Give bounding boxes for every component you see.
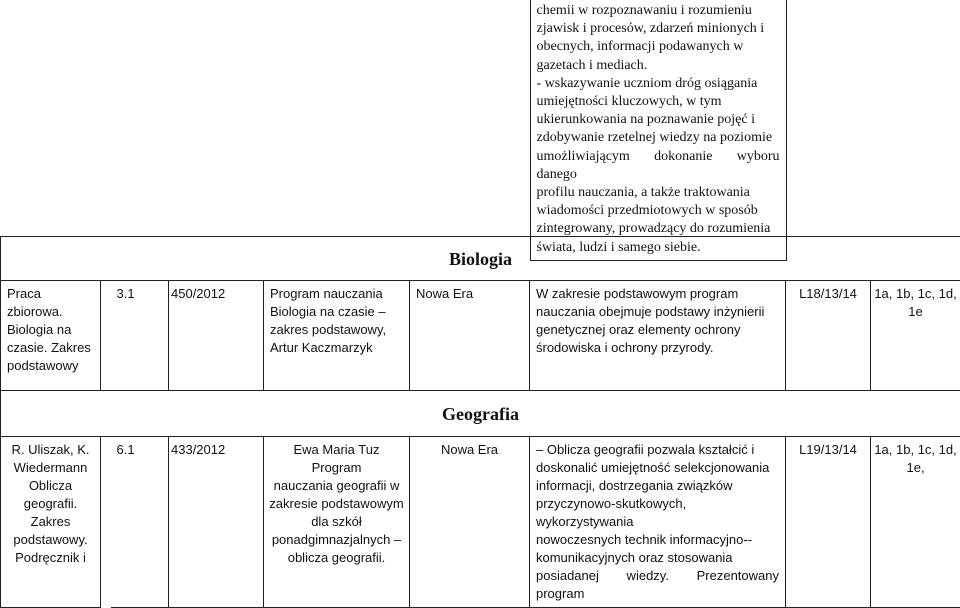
objectives-line: zdobywanie rzetelnej wiedzy na poziomie [537,129,780,147]
objectives-line: umożliwiającym dokonanie wyboru danego [537,148,780,184]
geografia-table [0,390,960,608]
textbook-line: Zakres [3,513,98,531]
description-line: nowoczesnych technik informacyjno-- [536,531,779,549]
program-line: ponadgimnazjalnych – [268,531,405,549]
description-line: środowiska i ochrony przyrody. [536,339,779,357]
program-line: oblicza geografii. [268,549,405,567]
objectives-line: ukierunkowania na poznawanie pojęć i [537,111,780,129]
objectives-line: - wskazywanie uczniom dróg osiągania [537,75,780,93]
textbook-line: R. Uliszak, K. [3,441,98,459]
spacer-cell [101,437,111,608]
number-cell: 3.1 [111,281,169,391]
objectives-line: zjawisk i procesów, zdarzeń minionych i [537,20,780,38]
description-cell [530,437,786,608]
objectives-cell [530,0,786,260]
classes-line: 1a, 1b, 1c, 1d, [873,441,958,459]
objectives-line: umiejętności kluczowych, w tym [537,93,780,111]
program-line: Program nauczania [270,285,403,303]
program-line: Artur Kaczmarzyk [270,339,403,357]
classes-cell [871,281,960,391]
biologia-table [0,236,960,391]
program-cell [264,281,410,391]
textbook-line: Praca [7,285,94,303]
textbook-cell [1,281,101,391]
textbook-line: podstawowy [7,357,94,375]
program-line: zakres podstawowy, [270,321,403,339]
program-line: nauczania geografii w [268,477,405,495]
description-cell [530,281,786,391]
description-line: przyczynowo-skutkowych, wykorzystywania [536,495,779,531]
approval-code-cell: L18/13/14 [786,281,871,391]
description-line: informacji, dostrzegania związków [536,477,779,495]
publisher-cell: Nowa Era [410,281,530,391]
description-line: komunikacyjnych oraz stosowania [536,549,779,567]
textbook-line: Oblicza [3,477,98,495]
program-line: Ewa Maria Tuz Program [268,441,405,477]
top-continuation-table [0,0,960,261]
spacer-cell [101,281,111,391]
objectives-line: świata, ludzi i samego siebie. [537,239,780,257]
objectives-line: profilu nauczania, a także traktowania [537,184,780,202]
objectives-line: chemii w rozpoznawaniu i rozumieniu [537,2,780,20]
description-line: posiadanej wiedzy. Prezentowany program [536,567,779,603]
textbook-line: czasie. Zakres [7,339,94,357]
textbook-line: Podręcznik i [3,549,98,567]
empty-area [786,0,960,260]
empty-area [0,0,530,260]
classes-line: 1e [873,303,958,321]
description-line: – Oblicza geografii pozwala kształcić i [536,441,779,459]
classes-cell [871,437,960,608]
approval-code-cell: L19/13/14 [786,437,871,608]
objectives-line: gazetach i mediach. [537,57,780,75]
textbook-line: Wiedermann [3,459,98,477]
section-heading-geografia: Geografia [1,391,960,437]
description-line: W zakresie podstawowym program [536,285,779,303]
classes-line: 1e, [873,459,958,477]
textbook-line: geografii. [3,495,98,513]
description-line: genetycznej oraz elementy ochrony [536,321,779,339]
program-line: zakresie podstawowym [268,495,405,513]
program-number-cell: 450/2012 [169,281,264,391]
number-cell: 6.1 [111,437,169,608]
objectives-line: zintegrowany, prowadzący do rozumienia [537,220,780,238]
description-line: nauczania obejmuje podstawy inżynierii [536,303,779,321]
objectives-line: obecnych, informacji podawanych w [537,38,780,56]
section-heading-biologia: Biologia [1,237,960,281]
program-number-cell: 433/2012 [169,437,264,608]
description-line: doskonalić umiejętność selekcjonowania [536,459,779,477]
classes-line: 1a, 1b, 1c, 1d, [873,285,958,303]
objectives-line: wiadomości przedmiotowych w sposób [537,202,780,220]
textbook-cell [1,437,101,608]
textbook-line: Biologia na [7,321,94,339]
program-line: dla szkół [268,513,405,531]
textbook-line: zbiorowa. [7,303,94,321]
publisher-cell: Nowa Era [410,437,530,608]
textbook-line: podstawowy. [3,531,98,549]
program-line: Biologia na czasie – [270,303,403,321]
program-cell [264,437,410,608]
